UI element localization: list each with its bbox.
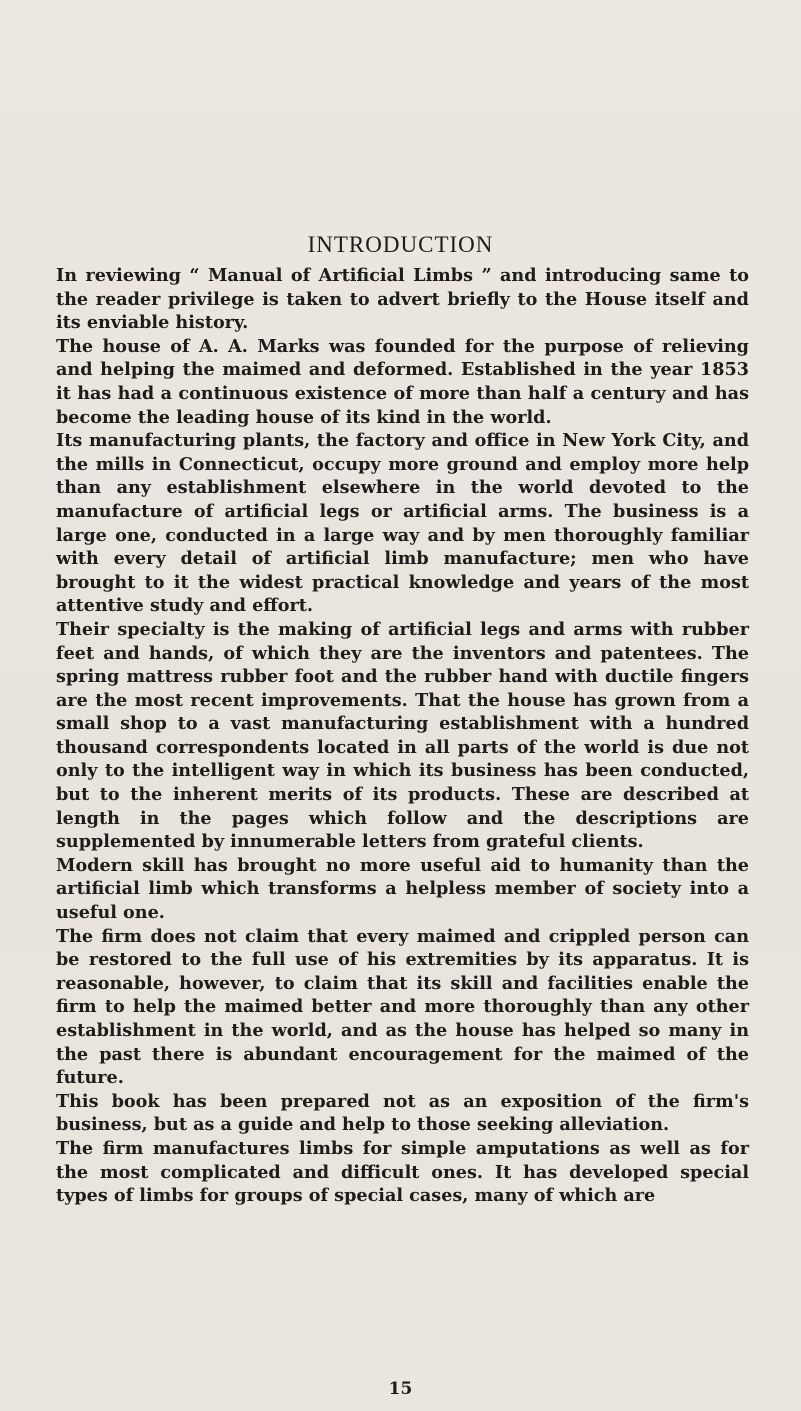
paragraph-6: The firm does not claim that every maimed and crippled person can be restored to the full use of his extremities by its apparatus. It is reasonable, however, to claim that its skill and facilities enable the firm to help the maimed better and more thoroughly than any other establishment in the world, and as the house has helped so many in the past there is abundant encouragement for the maimed of the future.: [56, 925, 749, 1089]
paragraph-2: The house of A. A. Marks was founded for the purpose of relieving and helping the maimed and deformed. Established in the year 1853 it has had a continuous existence of more than half a century and has become the leading house of its kind in the world.: [56, 335, 749, 428]
page-number: 15: [388, 1379, 413, 1399]
paragraph-1: In reviewing “ Manual of Artificial Limbs ” and introducing same to the reader privilege is taken to advert briefly to the House itself and its enviable history.: [56, 265, 749, 334]
body-text: [56, 264, 749, 1208]
paragraph-3: Its manufacturing plants, the factory and office in New York City, and the mills in Connecticut, occupy more ground and employ more help than any establishment elsewhere in the world devoted to the manufacture of artificial legs or artificial arms. The business is a large one, conducted in a large way and by men thoroughly familiar with every detail of artificial limb manufacture; men who have brought to it the widest practical knowledge and years of the most attentive study and effort.: [56, 430, 749, 617]
chapter-heading: INTRODUCTION: [307, 232, 494, 257]
paragraph-8: The firm manufactures limbs for simple amputations as well as for the most complicated and difficult ones. It has developed special types of limbs for groups of special cases, many of which are: [56, 1137, 749, 1207]
paragraph-7: This book has been prepared not as an exposition of the firm's business, but as a guide and help to those seeking alleviation.: [56, 1090, 749, 1136]
paragraph-4: Their specialty is the making of artificial legs and arms with rubber feet and hands, of which they are the inventors and patentees. The spring mattress rubber foot and the rubber hand with ductile fingers are the most recent improvements. That the house has grown from a small shop to a vast manufacturing establishment with a hundred thousand correspondents located in all parts of the world is due not only to the intelligent way in which its business has been conducted, but to the inherent merits of its products. These are described at length in the pages which follow and the descriptions are supplemented by innumerable letters from grateful clients.: [56, 618, 749, 853]
paragraph-5: Modern skill has brought no more useful aid to humanity than the artificial limb which transforms a helpless member of society into a useful one.: [56, 854, 749, 924]
